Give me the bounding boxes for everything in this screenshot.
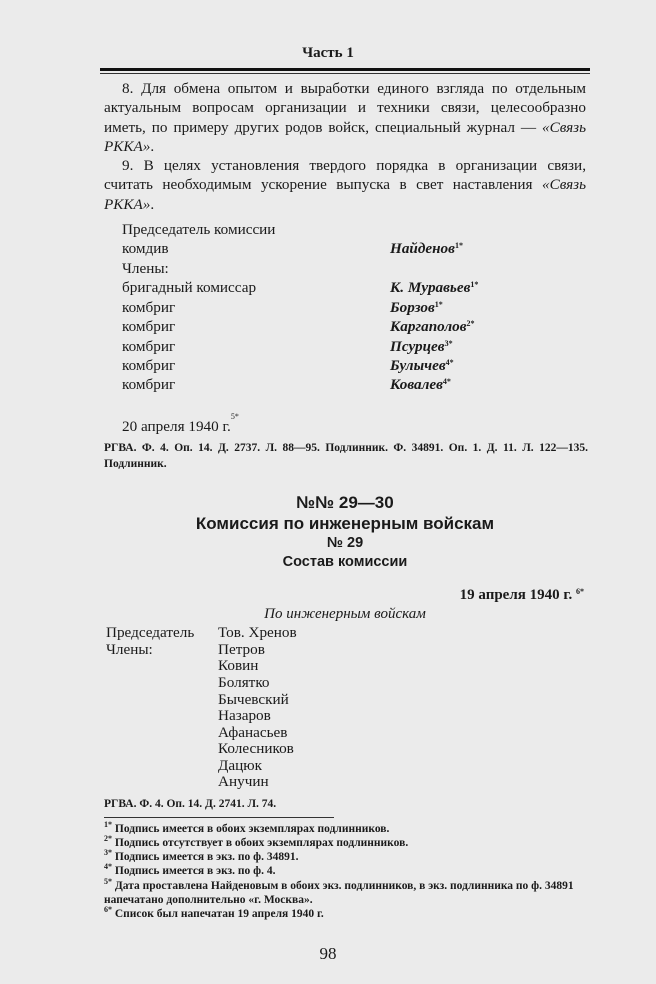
footnote-mark: 3* <box>104 848 112 858</box>
signature-date: 20 апреля 1940 г. 5* <box>122 411 239 435</box>
signature-row <box>122 239 656 258</box>
signature-rank: комбриг <box>122 356 176 374</box>
footnote-mark: 1* <box>470 280 479 290</box>
signature-row <box>122 259 656 278</box>
member-row <box>106 708 656 725</box>
header-rule-thin <box>100 73 590 74</box>
member-role <box>106 725 218 742</box>
member-name: Бычевский <box>218 690 289 708</box>
signature-rank: комбриг <box>122 318 176 336</box>
signature-rank: комбриг <box>122 298 176 316</box>
signatures-block <box>122 220 656 436</box>
signature-row <box>122 337 656 356</box>
member-row <box>106 642 656 659</box>
members-list <box>106 625 656 791</box>
footnote-mark: 1* <box>104 819 112 829</box>
signature-name <box>390 337 453 356</box>
signature-name <box>390 278 478 297</box>
section-numbers: №№ 29—30 <box>296 493 394 513</box>
footnote-text: Подпись имеется в экз. по ф. 4. <box>114 865 276 878</box>
footnote <box>104 819 588 836</box>
member-row <box>106 758 656 775</box>
member-role <box>106 692 218 709</box>
signature-name-text: Булычев <box>390 356 446 374</box>
signature-rank: комбриг <box>122 376 176 394</box>
signature-name <box>390 356 454 375</box>
footnote-mark: 4* <box>445 357 454 367</box>
signature-name <box>390 317 475 336</box>
document-title: Состав комиссии <box>282 554 408 571</box>
paragraphs <box>104 79 586 214</box>
footnote-mark: 4* <box>442 377 451 387</box>
signature-name <box>390 375 451 394</box>
signature-rank: Члены: <box>122 259 169 277</box>
member-role <box>106 708 218 725</box>
member-row <box>106 741 656 758</box>
footnote-mark: 6* <box>104 905 112 915</box>
section-title: Комиссия по инженерным войскам <box>195 514 495 534</box>
member-name: Тов. Хренов <box>218 624 297 642</box>
footnote-text: Подпись отсутствует в обоих экземплярах подлинников. <box>114 836 409 849</box>
member-role <box>106 741 218 758</box>
footnote-mark: 3* <box>444 338 453 348</box>
member-role: Члены: <box>106 640 153 658</box>
signature-rank: бригадный комиссар <box>122 279 257 297</box>
member-name: Колесников <box>218 740 294 758</box>
signature-name <box>390 239 463 258</box>
running-header: Часть 1 <box>302 45 354 61</box>
member-row <box>106 658 656 675</box>
footnote-text: Подпись имеется в обоих экземплярах подлинников. <box>114 822 390 835</box>
signature-rank: комбриг <box>122 337 176 355</box>
footnote-text: Подпись имеется в экз. по ф. 34891. <box>114 851 299 864</box>
signature-row <box>122 298 656 317</box>
header-rule <box>100 68 590 71</box>
footnote <box>104 864 588 878</box>
member-row <box>106 675 656 692</box>
member-role <box>106 658 218 675</box>
signature-name-text: Каргаполов <box>390 318 467 336</box>
member-name: Петров <box>218 640 265 658</box>
footnote-mark: 2* <box>104 833 112 843</box>
signature-row <box>122 356 656 375</box>
paragraph-9: 9. В целях установления твердого порядка в организации связи, считать необходимым ускорение выпуска в свет наставления «Связь РККА». <box>104 157 586 213</box>
archive-source-1: РГВА. Ф. 4. Оп. 14. Д. 2737. Л. 88—95. Подлинник. Ф. 34891. Оп. 1. Д. 11. Л. 122—135. Подлинник. <box>104 442 588 470</box>
member-row <box>106 774 656 791</box>
signature-name-text: Псурцев <box>390 337 445 355</box>
footnote <box>104 833 588 850</box>
footnote-text: Дата проставлена Найденовым в обоих экз. подлинников, в экз. подлинника по ф. 34891 напечатано дополнительно «г. Москва». <box>104 879 574 907</box>
signature-name-text: Борзов <box>390 298 435 316</box>
footnote-mark: 2* <box>466 319 475 329</box>
footnote <box>104 907 588 921</box>
subheading: По инженерным войскам <box>264 606 426 623</box>
signature-name-text: Найденов <box>390 240 455 258</box>
member-role <box>106 774 218 791</box>
document-number: № 29 <box>326 535 364 552</box>
footnotes <box>104 819 588 922</box>
footnote-mark: 4* <box>104 862 112 872</box>
paragraph-8: 8. Для обмена опытом и выработки единого взгляда по отдельным актуальным вопросам организации и техники связи, целесообразно иметь, по примеру других родов войск, специальный журнал — «Связь РККА». <box>104 80 586 155</box>
footnote-mark: 5* <box>104 876 112 886</box>
member-row <box>106 625 656 642</box>
signature-row <box>122 278 656 297</box>
member-name: Афанасьев <box>218 723 288 741</box>
signature-rank: комдив <box>122 240 169 258</box>
footnote <box>104 876 588 908</box>
member-name: Назаров <box>218 707 271 725</box>
footnote-mark: 1* <box>434 299 443 309</box>
footnote-text: Список был напечатан 19 апреля 1940 г. <box>114 908 324 921</box>
member-row <box>106 692 656 709</box>
signature-name <box>390 298 443 317</box>
signature-row <box>122 317 656 336</box>
member-role: Председатель <box>106 624 195 642</box>
member-name: Анучин <box>218 773 269 791</box>
member-row <box>106 725 656 742</box>
member-name: Дацюк <box>218 756 262 774</box>
member-role <box>106 675 218 692</box>
page-number: 98 <box>319 943 337 963</box>
footnote-mark: 1* <box>454 241 463 251</box>
signature-name-text: Ковалев <box>390 376 443 394</box>
member-role <box>106 758 218 775</box>
footnote <box>104 850 588 864</box>
member-name: Ковин <box>218 657 259 675</box>
footnote-rule <box>104 817 334 818</box>
document-date: 19 апреля 1940 г. $^{6*}$ <box>459 587 584 604</box>
member-name: Болятко <box>218 673 270 691</box>
archive-source-2: РГВА. Ф. 4. Оп. 14. Д. 2741. Л. 74. <box>104 798 277 811</box>
signature-name-text: К. Муравьев <box>390 279 471 297</box>
signature-row <box>122 375 656 394</box>
signature-chair-label: Председатель комиссии <box>122 221 276 239</box>
